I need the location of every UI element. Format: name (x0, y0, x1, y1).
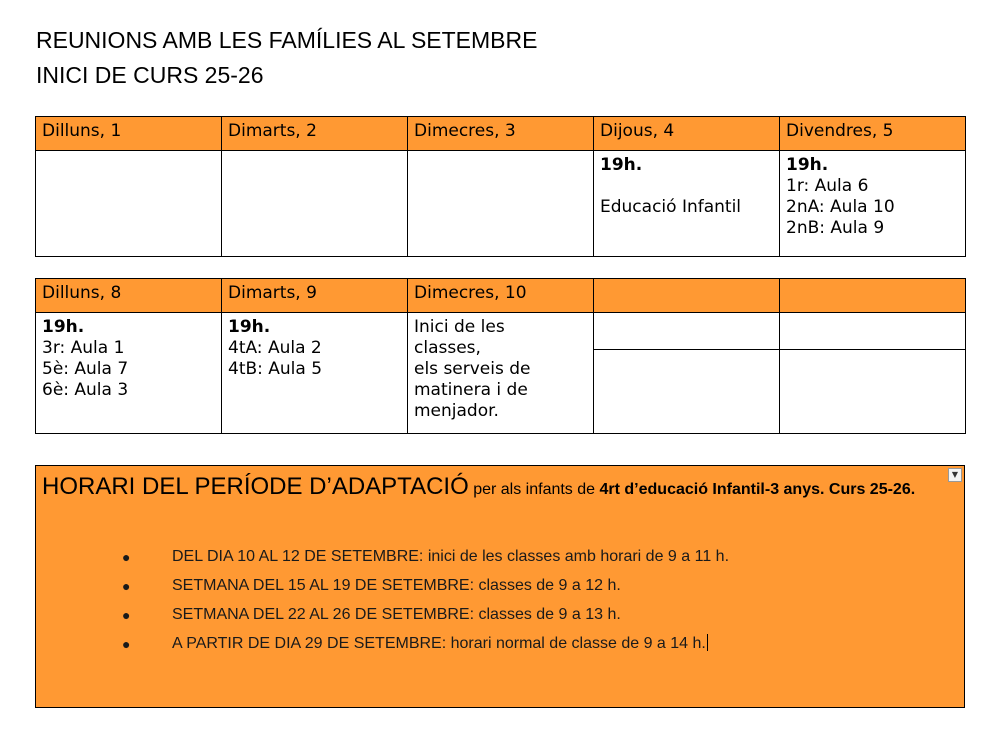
chevron-down-icon[interactable]: ▼ (948, 468, 962, 482)
day-cell-dilluns-8 (36, 313, 222, 434)
week1-body-row (36, 151, 966, 257)
meeting-room: 4tA: Aula 2 (228, 338, 322, 358)
day-header: Dimecres, 3 (408, 117, 594, 151)
note-line: els serveis de (414, 359, 531, 379)
document-title: REUNIONS AMB LES FAMÍLIES AL SETEMBRE (36, 27, 538, 53)
list-item (122, 546, 729, 575)
meeting-hour: 19h. (228, 317, 271, 337)
week1-table (35, 116, 966, 257)
list-item (122, 633, 729, 662)
bullet-icon: ● (122, 578, 131, 594)
day-cell-dimarts-9 (222, 313, 408, 434)
meeting-room: 4tB: Aula 5 (228, 359, 323, 379)
adaptation-heading-course: 4rt d’educació Infantil-3 anys. Curs 25-26. (599, 481, 916, 498)
meeting-room: 1r: Aula 6 (786, 176, 869, 196)
meeting-room: 2nB: Aula 9 (786, 218, 885, 238)
adaptation-list (122, 546, 729, 662)
text-cursor (707, 634, 708, 651)
adaptation-schedule-box[interactable] (35, 465, 965, 708)
note-line: menjador. (414, 401, 499, 421)
bullet-icon: ● (122, 607, 131, 623)
list-item (122, 604, 729, 633)
meeting-hour: 19h. (786, 155, 829, 175)
bullet-icon: ● (122, 636, 131, 652)
list-item-text: SETMANA DEL 15 AL 19 DE SETEMBRE: classes de 9 a 12 h. (172, 577, 621, 594)
day-cell-dijous-4 (594, 151, 780, 257)
document-subtitle: INICI DE CURS 25-26 (36, 62, 264, 88)
day-cell-dimecres-3 (408, 151, 594, 257)
day-header: Dimarts, 2 (222, 117, 408, 151)
week2-body-row (36, 313, 966, 350)
day-header (780, 279, 966, 313)
meeting-hour: 19h. (42, 317, 85, 337)
day-cell-divendres-5 (780, 151, 966, 257)
day-header (594, 279, 780, 313)
day-header: Dijous, 4 (594, 117, 780, 151)
week2-table (35, 278, 966, 434)
meeting-room: 3r: Aula 1 (42, 338, 125, 358)
day-cell-dimecres-10 (408, 313, 594, 434)
list-item (122, 575, 729, 604)
empty-cell (780, 350, 966, 434)
empty-cell (594, 350, 780, 434)
note-line: classes, (414, 338, 481, 358)
list-item-text: SETMANA DEL 22 AL 26 DE SETEMBRE: classes de 9 a 13 h. (172, 606, 621, 623)
adaptation-heading-text: per als infants de (468, 481, 600, 498)
meeting-room: 2nA: Aula 10 (786, 197, 895, 217)
adaptation-heading (42, 473, 915, 501)
day-header: Divendres, 5 (780, 117, 966, 151)
meeting-room: 6è: Aula 3 (42, 380, 129, 400)
meeting-group: Educació Infantil (600, 197, 742, 217)
day-cell-dilluns-1 (36, 151, 222, 257)
empty-cell (780, 313, 966, 350)
meeting-room: 5è: Aula 7 (42, 359, 129, 379)
day-header: Dilluns, 1 (36, 117, 222, 151)
meeting-hour: 19h. (600, 155, 643, 175)
list-item-text: DEL DIA 10 AL 12 DE SETEMBRE: inici de les classes amb horari de 9 a 11 h. (172, 548, 730, 565)
bullet-icon: ● (122, 549, 131, 565)
list-item-text: A PARTIR DE DIA 29 DE SETEMBRE: horari normal de classe de 9 a 14 h. (172, 635, 706, 652)
empty-cell (594, 313, 780, 350)
day-header: Dilluns, 8 (36, 279, 222, 313)
note-line: Inici de les (414, 317, 505, 337)
week2-header-row (36, 279, 966, 313)
day-cell-dimarts-2 (222, 151, 408, 257)
day-header: Dimarts, 9 (222, 279, 408, 313)
day-header: Dimecres, 10 (408, 279, 594, 313)
week1-header-row (36, 117, 966, 151)
adaptation-heading-title: HORARI DEL PERÍODE D’ADAPTACIÓ (42, 473, 469, 500)
note-line: matinera i de (414, 380, 528, 400)
